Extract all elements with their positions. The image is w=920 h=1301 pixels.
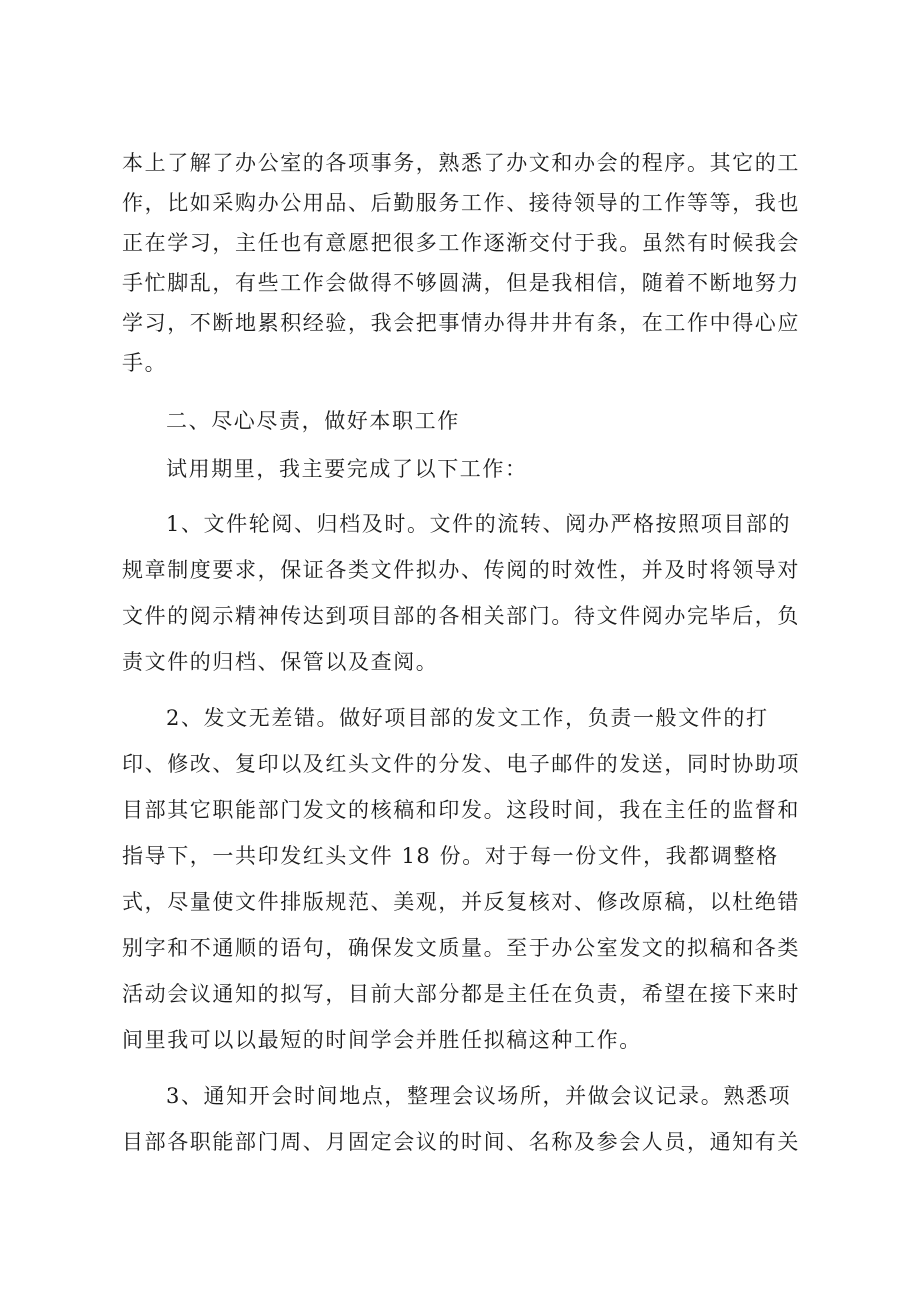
text-line: 指导下，一共印发红头文件 18 份。对于每一份文件，我都调整格 [122,844,779,868]
text-line: 手。 [122,351,168,375]
text-line: 规章制度要求，保证各类文件拟办、传阅的时效性，并及时将领导对 [122,558,800,582]
section-heading: 二、尽心尽责，做好本职工作 [166,409,460,433]
text-line: 责文件的归档、保管以及查阅。 [122,650,439,674]
text-line: 活动会议通知的拟写，目前大部分都是主任在负责，希望在接下来时 [122,982,800,1006]
text-line: 印、修改、复印以及红头文件的分发、电子邮件的发送，同时协助项 [122,752,800,776]
text-line: 正在学习，主任也有意愿把很多工作逐渐交付于我。虽然有时候我会 [122,231,800,255]
text-line: 别字和不通顺的语句，确保发文质量。至于办公室发文的拟稿和各类 [122,936,800,960]
text-line: 手忙脚乱，有些工作会做得不够圆满，但是我相信，随着不断地努力 [122,271,800,295]
text-line: 间里我可以以最短的时间学会并胜任拟稿这种工作。 [122,1028,642,1052]
list-item-2-first-line: 2、发文无差错。做好项目部的发文工作，负责一般文件的打 [166,706,769,730]
text-line: 目部其它职能部门发文的核稿和印发。这段时间，我在主任的监督和 [122,798,800,822]
text-line: 作，比如采购办公用品、后勤服务工作、接待领导的工作等等，我也 [122,191,800,215]
text-line: 学习，不断地累积经验，我会把事情办得井井有条，在工作中得心应 [122,311,800,335]
text-line: 式，尽量使文件排版规范、美观，并反复核对、修改原稿，以杜绝错 [122,890,800,914]
list-item-1-first-line: 1、文件轮阅、归档及时。文件的流转、阅办严格按照项目部的 [166,512,792,536]
list-item-3-first-line: 3、通知开会时间地点，整理会议场所，并做会议记录。熟悉项 [166,1084,792,1108]
text-line: 试用期里，我主要完成了以下工作： [166,457,528,481]
text-line: 文件的阅示精神传达到项目部的各相关部门。待文件阅办完毕后，负 [122,604,800,628]
text-line: 本上了解了办公室的各项事务，熟悉了办文和办会的程序。其它的工 [122,151,800,175]
text-line: 目部各职能部门周、月固定会议的时间、名称及参会人员，通知有关 [122,1130,800,1154]
